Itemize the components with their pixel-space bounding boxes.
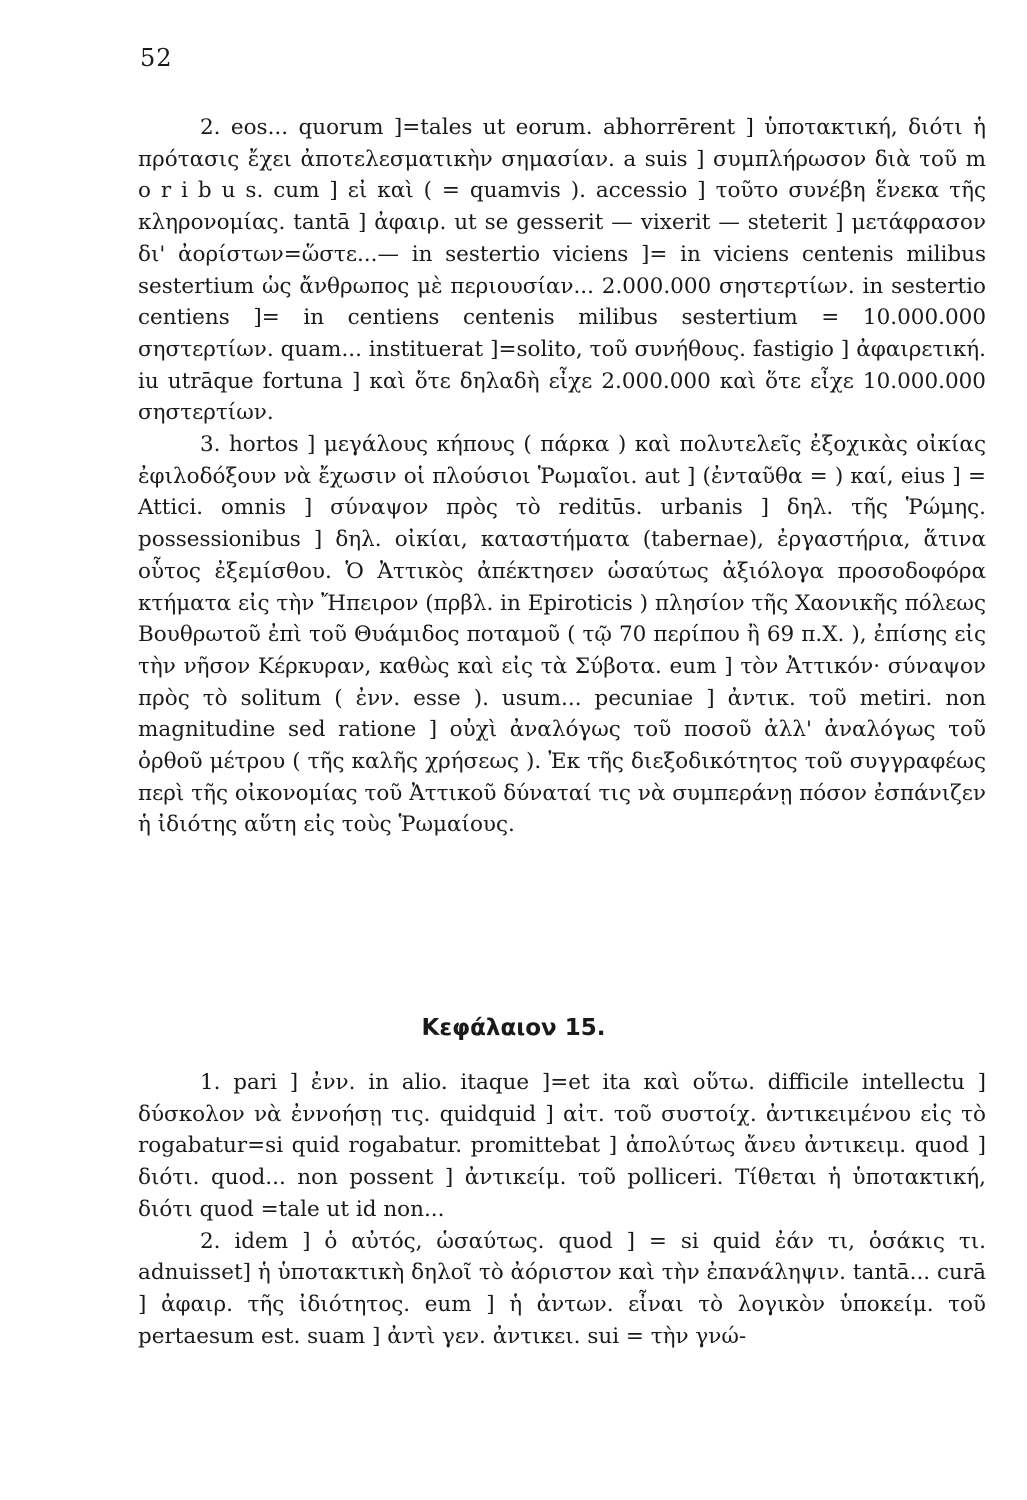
note-paragraph-2: 2. eos... quorum ]=tales ut eorum. abhorrērent ] ὑποτακτική, διότι ἡ πρότασις ἔχει ἀποτελεσματικὴν σημασίαν. a suis ] συμπλήρωσον διὰ τοῦ m o r i b u s. cum ] εἰ καὶ ( = quamvis ). accessio ] τοῦτο συνέβη ἕνεκα τῆς κληρονομίας. tantā ] ἀφαιρ. ut se gesserit — vixerit — steterit ] μετάφρασον δι' ἀορίστων=ὥστε...— in sestertio viciens ]= in viciens centenis milibus sestertium ὡς ἄνθρωπος μὲ περιουσίαν... 2.000.000 σηστερτίων. in sestertio centiens ]= in centiens centenis milibus sestertium = 10.000.000 σηστερτίων. quam... instituerat ]=solito, τοῦ συνήθους. fastigio ] ἀφαιρετική. iu utrāque fortuna ] καὶ ὅτε δηλαδὴ εἶχε 2.000.000 καὶ ὅτε εἶχε 10.000.000 σηστερτίων. xyxy=(138,115,986,426)
note-paragraph-1: 1. pari ] ἐνν. in alio. itaque ]=et ita καὶ οὕτω. difficile intellectu ] δύσκολον νὰ ἐννοήσῃ τις. quidquid ] αἰτ. τοῦ συστοίχ. ἀντικειμένου εἰς τὸ rogabatur=si quid rogabatur. promittebat ] ἀπολύτως ἄνευ ἀντικειμ. quod ] διότι. quod... non possent ] ἀντικείμ. τοῦ polliceri. Τίθεται ἡ ὑποτακτική, διότι quod =tale ut id non... xyxy=(138,1070,986,1222)
page-number: 52 xyxy=(140,44,173,72)
commentary-chapter-15 xyxy=(138,1067,986,1352)
chapter-heading: Κεφάλαιον 15. xyxy=(421,1015,606,1041)
note-paragraph-3: 3. hortos ] μεγάλους κήπους ( πάρκα ) καὶ πολυτελεῖς ἐξοχικὰς οἰκίας ἐφιλοδόξουν νὰ ἔχωσιν οἱ πλούσιοι Ῥωμαῖοι. aut ] (ἐνταῦθα = ) καί, eius ] = Attici. omnis ] σύναψον πρὸς τὸ reditūs. urbanis ] δηλ. τῆς Ῥώμης. possessionibus ] δηλ. οἰκίαι, καταστήματα (tabernae), ἐργαστήρια, ἅτινα οὗτος ἐξεμίσθου. Ὁ Ἀττικὸς ἀπέκτησεν ὡσαύτως ἀξιόλογα προσοδοφόρα κτήματα εἰς τὴν Ἤπειρον (πρβλ. in Epiroticis ) πλησίον τῆς Χαονικῆς πόλεως Βουθρωτοῦ ἐπὶ τοῦ Θυάμιδος ποταμοῦ ( τῷ 70 περίπου ἢ 69 π.Χ. ), ἐπίσης εἰς τὴν νῆσον Κέρκυραν, καθὼς καὶ εἰς τὰ Σύβοτα. eum ] τὸν Ἀττικόν· σύναψον πρὸς τὸ solitum ( ἐνν. esse ). usum... pecuniae ] ἀντικ. τοῦ metiri. non magnitudine sed ratione ] οὐχὶ ἀναλόγως τοῦ ποσοῦ ἀλλ' ἀναλόγως τοῦ ὀρθοῦ μέτρου ( τῆς καλῆς χρήσεως ). Ἐκ τῆς διεξοδικότητος τοῦ συγγραφέως περὶ τῆς οἰκονομίας τοῦ Ἀττικοῦ δύναταί τις νὰ συμπεράνῃ πόσον ἐσπάνιζεν ἡ ἰδιότης αὕτη εἰς τοὺς Ῥωμαίους. xyxy=(138,432,986,838)
commentary-chapter-14 xyxy=(138,112,986,841)
note-paragraph-2: 2. idem ] ὁ αὐτός, ὡσαύτως. quod ] = si quid ἐάν τι, ὁσάκις τι. adnuisset] ἡ ὑποτακτικὴ δηλοῖ τὸ ἀόριστον καὶ τὴν ἐπανάληψιν. tantā... curā ] ἀφαιρ. τῆς ἰδιότητος. eum ] ἡ ἀντων. εἶναι τὸ λογικὸν ὑποκείμ. τοῦ pertaesum est. suam ] ἀντὶ γεν. ἀντικει. sui = τὴν γνώ- xyxy=(138,1228,986,1349)
